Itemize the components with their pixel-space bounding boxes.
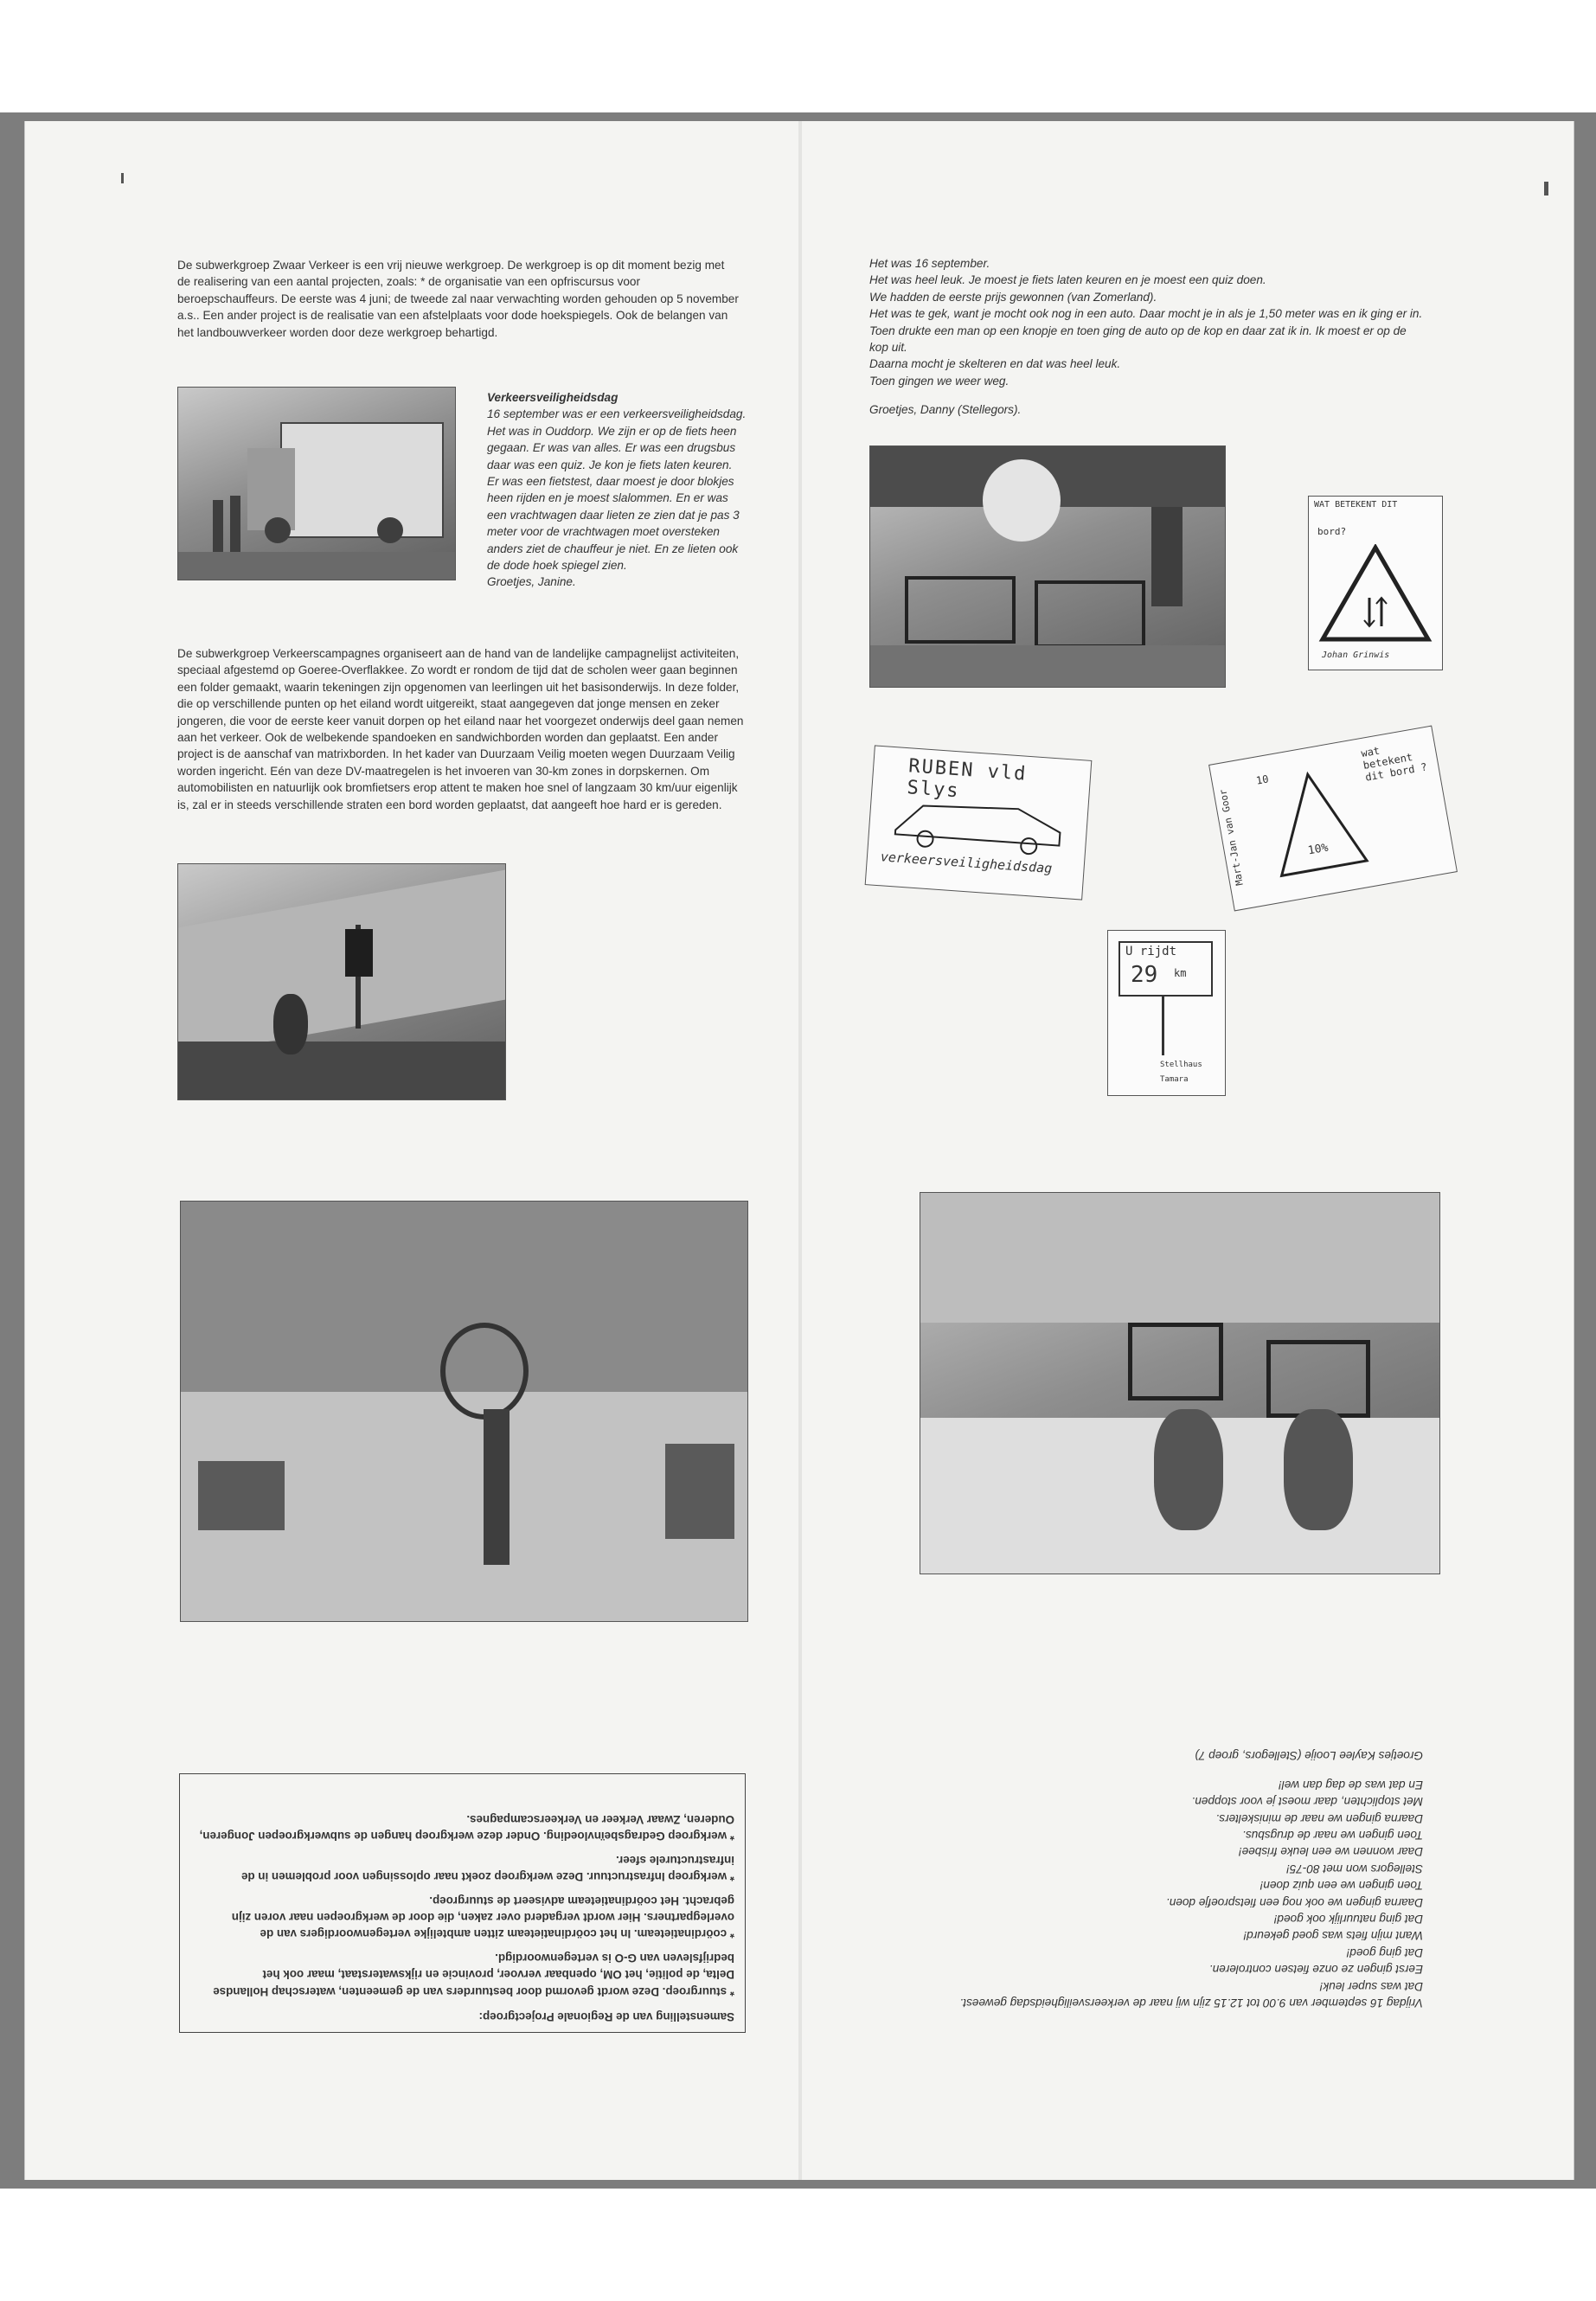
drawing-label: RUBEN vld Slys [906,755,1029,803]
drawing-label: bord? [1317,526,1347,537]
drawing-label: wat betekent dit bord ? [1360,744,1428,784]
sign-pole [1162,995,1164,1055]
bike-course-photo-upside-down [180,1201,748,1622]
drawing-label: U rijdt [1125,945,1177,958]
drawing-label: 10 [1254,772,1270,787]
speed-value: 29 [1131,962,1158,988]
janine-letter: Verkeersveiligheidsdag 16 september was er een verkeersveiligheidsdag. Het was in Ouddorp. We zijn er op de fiets heen gegaan. Er was van alles. Er was een drugsbus daar was een quiz. Je kon je fiets laten keuren. Er was een fietstest, daar moest je door blokjes heen rijden en je moest slalommen. En er was een vrachtwagen daar lieten ze zien dat je pas 3 meter voor de vrachtwagen moet oversteken anders ziet de chauffeur je niet. En ze lieten ook de dode hoek spiegel zien. Groetjes, Janine. [487,391,747,589]
danny-letter: Het was 16 september. Het was heel leuk. Je moest je fiets laten keuren en je moest een quiz doen. We hadden de eerste prijs gewonnen (van Zomerland). Het was te gek, want je mocht ook nog in een auto. Daar mocht je in als je 1,50 meter was en ik ging er in. Toen drukte een man op een knopje en toen ging de auto op de kop en daar zat ik in. Ik moest er op de kop uit. Daarna mocht je skelteren en dat was heel leuk. Toen gingen we weer weg. Groetjes, Danny (Stellegors). [869,257,1423,417]
drawing-author: Tamara [1160,1075,1189,1084]
go-kart-photo-upside-down [920,1192,1440,1574]
cyclist-speed-sign-photo [177,863,506,1100]
verkeerscampagnes-text: De subwerkgroep Verkeerscampagnes organiseert aan de hand van de landelijke campagnelijst activiteiten, speciaal afgestemd op Goeree-Overflakkee. Zo wordt er rondom de tijd dat de scholen weer gaan beginnen een folder gemaakt, waarin tekeningen zijn opgenomen van leerlingen uit het basisonderwijs. In deze folder, die op verschillende punten op het eiland wordt uitgereikt, staat aangegeven dat jonge mensen en zeker jongeren, die voor de eerste keer vanuit dorpen op het eiland naar het voorgezet onderwijs deel gaan nemen aan het verkeer. Ook de welbekende spandoeken en sandwichborden worden dan geplaatst. Een ander project is de aanschaf van matrixborden. In het kader van Duurzaam Veilig moeten wegen Duurzaam Veilig worden ingericht. Eén van deze DV-maatregelen is het invoeren van 30-km zones in dorpskernen. Om automobilisten en natuurlijk ook bromfietsers erop attent te maken hoe snel of langzaam 30 km/uur eigenlijk is, zal er in steeds verschillende straten een bord worden geplaatst, dat aangeeft hoe hard er is gereden. [177,647,744,811]
drawing-caption: verkeersveiligheidsdag [880,849,1053,877]
child-drawing-car [865,745,1093,900]
regionale-projectgroep-text: Samenstelling van de Regionale Projectgroep: * stuurgroep. Deze wordt gevormd door bestuurders van de gemeenten, waterschap Hollandse Delta, de politie, het OM, openbaar vervoer, provincie en rijkswaterstaat, maar ook het bedrijfsleven van G-O is vertegenwoordigd. * coördinatieteam. In het coördinatieteam zitten ambtelijke vertegenwoordigers van de overlegpartners. Hier wordt vergaderd over zaken, die door de werkgroepen naar voren zijn gebracht. Het coördinatieteam adviseert de stuurgroep. * werkgroep Infrastructuur. Deze werkgroep zoekt naar oplossingen voor problemen in de infrastructurele sfeer. * werkgroep Gedragsbeïnvloeding. Onder deze werkgroep hangen de subwerkgroepen Jongeren, Ouderen, Zwaar Verkeer en Verkeerscampagnes. [199,1812,734,2023]
speed-unit: km [1174,967,1187,979]
regionale-projectgroep-box [179,1773,746,2033]
drawing-label: 10% [1306,841,1330,858]
zwaar-verkeer-intro: De subwerkgroep Zwaar Verkeer is een vrij nieuwe werkgroep. De werkgroep is op dit moment bezig met de realisering van een aantal projecten, zoals: * de organisatie van een opfriscursus voor beroepschauffeurs. De eerste was 4 juni; de tweede zal naar verwachting worden gehouden op 5 november a.s.. Een ander project is de realisatie van een afstelplaats voor dode hoekspiegels. Ook de belangen van het landbouwverkeer worden door deze werkgroep behartigd. [177,259,739,339]
go-kart-event-photo [869,445,1226,688]
speed-sign-panel [1118,941,1213,997]
child-drawing-speed-sign [1107,930,1226,1096]
drawing-author: Mart-Jan van Goor [1217,788,1246,887]
triangle-sign-icon [1260,762,1372,881]
drawing-author: Johan Grinwis [1322,651,1390,660]
drawing-label: WAT BETEKENT DIT [1314,500,1398,510]
triangle-sign-icon [1317,544,1433,644]
crop-mark [121,173,124,183]
child-drawing-warning-sign [1308,496,1443,670]
page-fold [798,121,802,2180]
truck-photo [177,387,456,580]
drawing-author: Stellhaus [1160,1061,1202,1069]
car-icon [886,786,1071,859]
kaylee-letter-upside-down: Vrijdag 16 september van 9.00 tot 12.15 zijn wij naar de verkeersveiligheidsdag geweest. Dat was super leuk! Eerst gingen ze onze fietsen controleren. Dat ging goed! Want mijn fiets was goed gekeurd! Dat ging natuurlijk ook goed! Daarna gingen we ook nog een fietsproefje doen. Toen gingen we een quiz doen! Stellegors won met 80-75! Daar wonnen we een leuke frisbee! Toen gingen we naar de drugsbus. Daarna gingen we naar de miniskelters. Met stoplichten, daar moest je voor stoppen. En dat was de dag dan wel! Groetjes Kaylee Looije (Stellegors, groep 7) [959,1749,1423,2010]
crop-mark [1544,182,1548,195]
